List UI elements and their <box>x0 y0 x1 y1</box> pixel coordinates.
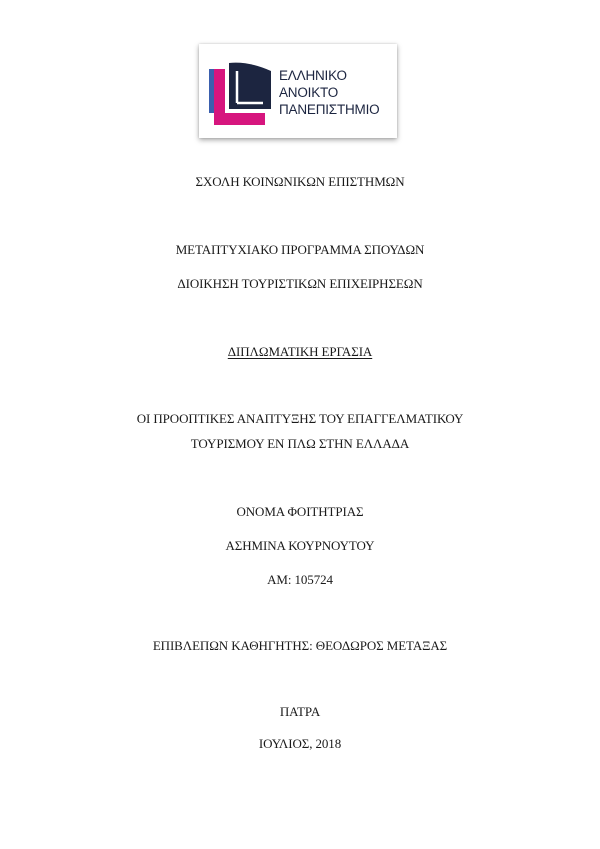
thesis-title-line-2: ΤΟΥΡΙΣΜΟΥ ΕΝ ΠΛΩ ΣΤΗΝ ΕΛΛΑΔΑ <box>190 436 410 451</box>
logo-text-line: ΠΑΝΕΠΙΣΤΗΜΙΟ <box>279 102 380 117</box>
school-name: ΣΧΟΛΗ ΚΟΙΝΩΝΙΚΩΝ ΕΠΙΣΤΗΜΩΝ <box>195 174 405 189</box>
logo-text-line: ΕΛΛΗΝΙΚΟ <box>279 68 347 83</box>
city: ΠΑΤΡΑ <box>279 704 321 719</box>
date: ΙΟΥΛΙΟΣ, 2018 <box>258 736 342 751</box>
document-type: ΔΙΠΛΩΜΑΤΙΚΗ ΕΡΓΑΣΙΑ <box>227 344 373 359</box>
university-logo-icon <box>209 57 273 127</box>
student-id: ΑΜ: 105724 <box>267 572 333 587</box>
student-label: ΟΝΟΜΑ ΦΟΙΤΗΤΡΙΑΣ <box>236 504 364 519</box>
thesis-title-line-1: ΟΙ ΠΡΟΟΠΤΙΚΕΣ ΑΝΑΠΤΥΞΗΣ ΤΟΥ ΕΠΑΓΓΕΛΜΑΤΙΚΟΥ <box>136 411 464 426</box>
university-logo <box>199 44 397 138</box>
program-type: ΜΕΤΑΠΤΥΧΙΑΚΟ ΠΡΟΓΡΑΜΜΑ ΣΠΟΥΔΩΝ <box>175 242 425 257</box>
program-name: ΔΙΟΙΚΗΣΗ ΤΟΥΡΙΣΤΙΚΩΝ ΕΠΙΧΕΙΡΗΣΕΩΝ <box>177 276 423 291</box>
logo-text-line: ΑΝΟΙΚΤΟ <box>279 85 339 100</box>
university-logo-text <box>279 67 379 118</box>
student-name: ΑΣΗΜΙΝΑ ΚΟΥΡΝΟΥΤΟΥ <box>225 538 375 553</box>
supervisor: ΕΠΙΒΛΕΠΩΝ ΚΑΘΗΓΗΤΗΣ: ΘΕΟΔΩΡΟΣ ΜΕΤΑΞΑΣ <box>152 638 448 653</box>
